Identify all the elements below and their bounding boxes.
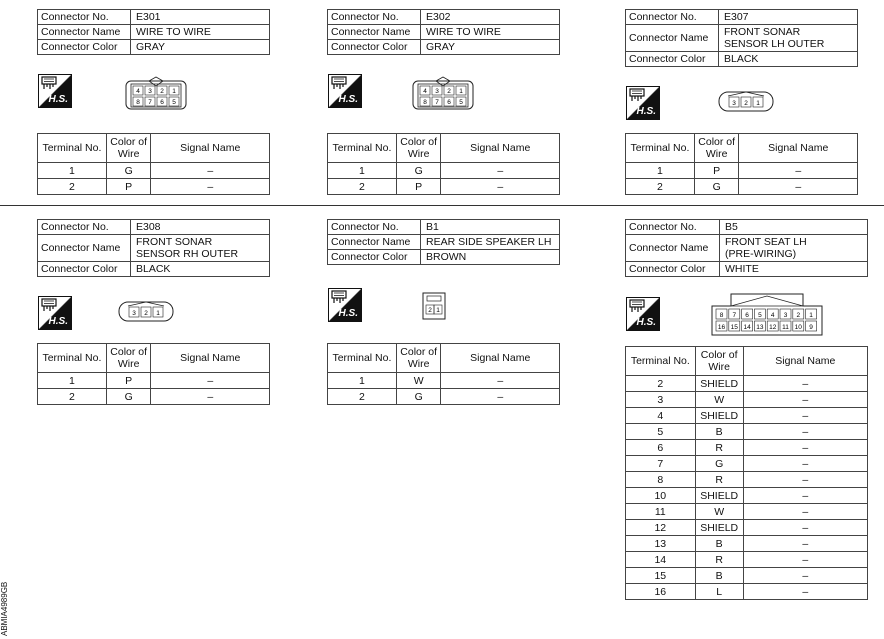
terminal-table-header bbox=[38, 344, 270, 373]
terminal-number: 1 bbox=[328, 373, 397, 389]
connector-color-row bbox=[328, 40, 560, 55]
pin-label: 7 bbox=[435, 99, 439, 106]
connector-face-diagram bbox=[118, 300, 174, 327]
pin-label: 2 bbox=[160, 88, 164, 95]
pin-label: 2 bbox=[447, 88, 451, 95]
table-row bbox=[626, 536, 868, 552]
connector-number-value: B5 bbox=[720, 220, 868, 235]
wire-color: R bbox=[695, 552, 743, 568]
wire-color: SHIELD bbox=[695, 520, 743, 536]
connector-glyph-icon bbox=[331, 76, 347, 90]
connector-number-value: E307 bbox=[719, 10, 858, 25]
connector-color-label: Connector Color bbox=[626, 262, 720, 277]
connector-info-table bbox=[327, 9, 560, 55]
table-row bbox=[626, 376, 868, 392]
terminal-number: 12 bbox=[626, 520, 696, 536]
wire-color: W bbox=[695, 392, 743, 408]
connector-name-label: Connector Name bbox=[328, 25, 421, 40]
harness-side-icon bbox=[38, 296, 72, 330]
table-row bbox=[328, 389, 560, 405]
color-of-wire-header: Color of Wire bbox=[396, 134, 441, 163]
pin-label: 2 bbox=[428, 307, 432, 314]
signal-name: – bbox=[739, 163, 858, 179]
connector-name-value: REAR SIDE SPEAKER LH bbox=[421, 235, 560, 250]
terminal-number: 1 bbox=[38, 373, 107, 389]
harness-side-icon bbox=[626, 297, 660, 331]
wire-color: G bbox=[106, 389, 151, 405]
connector-color-label: Connector Color bbox=[38, 40, 131, 55]
connector-glyph-icon bbox=[41, 298, 57, 312]
connector-number-row bbox=[38, 220, 270, 235]
table-row bbox=[626, 520, 868, 536]
signal-name: – bbox=[441, 373, 560, 389]
signal-name: – bbox=[743, 376, 867, 392]
signal-name: – bbox=[743, 408, 867, 424]
terminal-number: 14 bbox=[626, 552, 696, 568]
table-row bbox=[328, 373, 560, 389]
signal-name: – bbox=[151, 163, 270, 179]
table-row bbox=[38, 373, 270, 389]
connector-name-row bbox=[626, 235, 868, 262]
pin-label: 12 bbox=[769, 324, 777, 331]
connector-info-table bbox=[625, 219, 868, 277]
connector-number-row bbox=[328, 10, 560, 25]
pin-label: 1 bbox=[756, 100, 760, 107]
wire-color: SHIELD bbox=[695, 376, 743, 392]
terminal-table bbox=[327, 133, 560, 195]
table-row bbox=[626, 424, 868, 440]
connector-info-table bbox=[37, 9, 270, 55]
wire-color: P bbox=[106, 179, 151, 195]
connector-color-value: GRAY bbox=[421, 40, 560, 55]
pin-label: 1 bbox=[809, 312, 813, 319]
pin-label: 6 bbox=[745, 312, 749, 319]
table-row bbox=[626, 472, 868, 488]
connector-color-row bbox=[38, 262, 270, 277]
connector-face-diagram bbox=[125, 76, 187, 115]
pin-label: 7 bbox=[148, 99, 152, 106]
hs-label: H.S. bbox=[636, 106, 656, 117]
terminal-number: 4 bbox=[626, 408, 696, 424]
signal-name: – bbox=[743, 568, 867, 584]
pin-label: 4 bbox=[423, 88, 427, 95]
terminal-no-header: Terminal No. bbox=[626, 134, 695, 163]
terminal-number: 2 bbox=[38, 389, 107, 405]
connector-number-label: Connector No. bbox=[38, 10, 131, 25]
pin-label: 3 bbox=[132, 310, 136, 317]
signal-name: – bbox=[151, 179, 270, 195]
table-row bbox=[626, 440, 868, 456]
pin-label: 16 bbox=[717, 324, 726, 331]
terminal-table-header bbox=[626, 347, 868, 376]
terminal-table bbox=[37, 133, 270, 195]
signal-name: – bbox=[743, 392, 867, 408]
hs-label: H.S. bbox=[636, 317, 656, 328]
terminal-number: 8 bbox=[626, 472, 696, 488]
pin-label: 1 bbox=[459, 88, 463, 95]
terminal-table-header bbox=[626, 134, 858, 163]
connector-color-value: GRAY bbox=[131, 40, 270, 55]
connector-info-table bbox=[37, 219, 270, 277]
terminal-number: 15 bbox=[626, 568, 696, 584]
signal-name-header: Signal Name bbox=[151, 344, 270, 373]
table-row bbox=[38, 389, 270, 405]
connector-number-label: Connector No. bbox=[626, 220, 720, 235]
color-of-wire-header: Color of Wire bbox=[106, 134, 151, 163]
table-row bbox=[626, 584, 868, 600]
signal-name: – bbox=[441, 179, 560, 195]
connector-name-row bbox=[38, 25, 270, 40]
terminal-number: 2 bbox=[38, 179, 107, 195]
color-of-wire-header: Color of Wire bbox=[695, 347, 743, 376]
connector-color-row bbox=[626, 52, 858, 67]
table-row bbox=[38, 179, 270, 195]
connector-number-value: E302 bbox=[421, 10, 560, 25]
terminal-table bbox=[327, 343, 560, 405]
terminal-no-header: Terminal No. bbox=[38, 344, 107, 373]
pin-label: 10 bbox=[794, 324, 802, 331]
connector-glyph-icon bbox=[629, 88, 645, 102]
pin-label: 15 bbox=[730, 324, 738, 331]
pin-label: 2 bbox=[744, 100, 748, 107]
pin-label: 11 bbox=[782, 324, 789, 331]
table-row bbox=[626, 456, 868, 472]
color-of-wire-header: Color of Wire bbox=[694, 134, 739, 163]
terminal-table-header bbox=[328, 344, 560, 373]
pin-label: 3 bbox=[435, 88, 439, 95]
terminal-number: 2 bbox=[328, 389, 397, 405]
signal-name: – bbox=[743, 472, 867, 488]
wire-color: G bbox=[396, 389, 441, 405]
pin-label: 7 bbox=[732, 312, 737, 319]
hs-label: H.S. bbox=[48, 316, 68, 327]
pin-label: 9 bbox=[809, 324, 813, 331]
terminal-no-header: Terminal No. bbox=[626, 347, 696, 376]
connector-info-table bbox=[625, 9, 858, 67]
connector-name-value: FRONT SONAR SENSOR RH OUTER bbox=[131, 235, 270, 262]
signal-name: – bbox=[743, 584, 867, 600]
connector-name-label: Connector Name bbox=[38, 235, 131, 262]
table-row bbox=[626, 163, 858, 179]
pin-label: 14 bbox=[743, 324, 751, 331]
terminal-number: 7 bbox=[626, 456, 696, 472]
terminal-number: 6 bbox=[626, 440, 696, 456]
pin-label: 5 bbox=[172, 99, 176, 106]
signal-name: – bbox=[743, 424, 867, 440]
harness-side-icon bbox=[626, 86, 660, 120]
pin-label: 3 bbox=[783, 312, 788, 319]
connector-color-label: Connector Color bbox=[328, 40, 421, 55]
wire-color: G bbox=[396, 163, 441, 179]
pin-label: 1 bbox=[156, 310, 160, 317]
pin-label: 2 bbox=[796, 312, 801, 319]
connector-face-diagram bbox=[718, 90, 774, 117]
connector-name-label: Connector Name bbox=[328, 235, 421, 250]
wire-color: G bbox=[694, 179, 739, 195]
connector-name-row bbox=[626, 25, 858, 52]
terminal-table-header bbox=[38, 134, 270, 163]
signal-name: – bbox=[739, 179, 858, 195]
pin-label: 4 bbox=[136, 88, 140, 95]
figure-code: ABMIA4989GB bbox=[0, 581, 9, 636]
color-of-wire-header: Color of Wire bbox=[106, 344, 151, 373]
connector-number-label: Connector No. bbox=[38, 220, 131, 235]
harness-side-icon bbox=[328, 288, 362, 322]
wire-color: B bbox=[695, 536, 743, 552]
table-row bbox=[328, 179, 560, 195]
wire-color: B bbox=[695, 568, 743, 584]
hs-label: H.S. bbox=[338, 308, 358, 319]
terminal-number: 2 bbox=[626, 179, 695, 195]
connector-face-diagram bbox=[412, 76, 474, 115]
pin-label: 2 bbox=[144, 310, 148, 317]
connector-color-row bbox=[38, 40, 270, 55]
connector-number-value: E308 bbox=[131, 220, 270, 235]
pin-label: 8 bbox=[136, 99, 140, 106]
connector-color-value: BLACK bbox=[131, 262, 270, 277]
hs-label: H.S. bbox=[48, 94, 68, 105]
connector-name-row bbox=[328, 235, 560, 250]
wire-color: W bbox=[695, 504, 743, 520]
connector-face-diagram bbox=[711, 292, 823, 341]
terminal-no-header: Terminal No. bbox=[328, 134, 397, 163]
signal-name: – bbox=[441, 389, 560, 405]
connector-color-row bbox=[626, 262, 868, 277]
connector-glyph-icon bbox=[331, 290, 347, 304]
connector-number-label: Connector No. bbox=[626, 10, 719, 25]
wire-color: SHIELD bbox=[695, 408, 743, 424]
table-row bbox=[328, 163, 560, 179]
connector-number-row bbox=[38, 10, 270, 25]
terminal-number: 2 bbox=[626, 376, 696, 392]
color-of-wire-header: Color of Wire bbox=[396, 344, 441, 373]
connector-color-row bbox=[328, 250, 560, 265]
signal-name: – bbox=[743, 488, 867, 504]
terminal-table-header bbox=[328, 134, 560, 163]
signal-name: – bbox=[441, 163, 560, 179]
wire-color: SHIELD bbox=[695, 488, 743, 504]
pin-label: 6 bbox=[160, 99, 164, 106]
terminal-no-header: Terminal No. bbox=[38, 134, 107, 163]
connector-face-diagram bbox=[422, 292, 446, 325]
pin-label: 8 bbox=[719, 312, 724, 319]
signal-name: – bbox=[743, 552, 867, 568]
terminal-number: 1 bbox=[626, 163, 695, 179]
pin-label: 13 bbox=[756, 324, 764, 331]
wire-color: R bbox=[695, 440, 743, 456]
connector-name-row bbox=[38, 235, 270, 262]
connector-name-value: FRONT SONAR SENSOR LH OUTER bbox=[719, 25, 858, 52]
table-row bbox=[626, 552, 868, 568]
signal-name: – bbox=[151, 373, 270, 389]
harness-side-icon bbox=[328, 74, 362, 108]
terminal-number: 3 bbox=[626, 392, 696, 408]
terminal-table bbox=[625, 346, 868, 600]
terminal-table bbox=[625, 133, 858, 195]
signal-name-header: Signal Name bbox=[743, 347, 867, 376]
terminal-number: 11 bbox=[626, 504, 696, 520]
connector-name-row bbox=[328, 25, 560, 40]
wire-color: G bbox=[106, 163, 151, 179]
terminal-no-header: Terminal No. bbox=[328, 344, 397, 373]
table-row bbox=[626, 392, 868, 408]
connector-number-row bbox=[328, 220, 560, 235]
pin-label: 6 bbox=[447, 99, 451, 106]
wire-color: P bbox=[396, 179, 441, 195]
table-row bbox=[38, 163, 270, 179]
hs-label: H.S. bbox=[338, 94, 358, 105]
connector-name-label: Connector Name bbox=[626, 235, 720, 262]
connector-color-label: Connector Color bbox=[626, 52, 719, 67]
terminal-number: 2 bbox=[328, 179, 397, 195]
pin-label: 5 bbox=[459, 99, 463, 106]
connector-name-value: WIRE TO WIRE bbox=[131, 25, 270, 40]
signal-name: – bbox=[743, 440, 867, 456]
signal-name-header: Signal Name bbox=[739, 134, 858, 163]
connector-name-value: WIRE TO WIRE bbox=[421, 25, 560, 40]
connector-number-label: Connector No. bbox=[328, 10, 421, 25]
pin-label: 1 bbox=[172, 88, 176, 95]
connector-color-label: Connector Color bbox=[38, 262, 131, 277]
terminal-number: 10 bbox=[626, 488, 696, 504]
terminal-number: 13 bbox=[626, 536, 696, 552]
table-row bbox=[626, 488, 868, 504]
table-row bbox=[626, 179, 858, 195]
wire-color: P bbox=[106, 373, 151, 389]
wire-color: B bbox=[695, 424, 743, 440]
signal-name: – bbox=[743, 536, 867, 552]
signal-name: – bbox=[151, 389, 270, 405]
pin-label: 1 bbox=[436, 307, 440, 314]
signal-name: – bbox=[743, 504, 867, 520]
connector-color-value: BLACK bbox=[719, 52, 858, 67]
table-row bbox=[626, 408, 868, 424]
terminal-number: 5 bbox=[626, 424, 696, 440]
terminal-number: 16 bbox=[626, 584, 696, 600]
connector-number-label: Connector No. bbox=[328, 220, 421, 235]
pin-label: 8 bbox=[423, 99, 427, 106]
terminal-number: 1 bbox=[38, 163, 107, 179]
wire-color: W bbox=[396, 373, 441, 389]
table-row bbox=[626, 504, 868, 520]
wire-color: L bbox=[695, 584, 743, 600]
connector-number-value: E301 bbox=[131, 10, 270, 25]
connector-glyph-icon bbox=[41, 76, 57, 90]
connector-name-value: FRONT SEAT LH (PRE-WIRING) bbox=[720, 235, 868, 262]
connector-color-value: BROWN bbox=[421, 250, 560, 265]
connector-name-label: Connector Name bbox=[626, 25, 719, 52]
connector-name-label: Connector Name bbox=[38, 25, 131, 40]
signal-name: – bbox=[743, 456, 867, 472]
pin-label: 4 bbox=[770, 312, 775, 319]
signal-name-header: Signal Name bbox=[441, 134, 560, 163]
connector-color-value: WHITE bbox=[720, 262, 868, 277]
wire-color: R bbox=[695, 472, 743, 488]
signal-name: – bbox=[743, 520, 867, 536]
section-divider bbox=[0, 205, 884, 206]
table-row bbox=[626, 568, 868, 584]
pin-label: 3 bbox=[732, 100, 736, 107]
connector-info-table bbox=[327, 219, 560, 265]
signal-name-header: Signal Name bbox=[441, 344, 560, 373]
connector-number-row bbox=[626, 10, 858, 25]
pin-label: 5 bbox=[758, 312, 762, 319]
signal-name-header: Signal Name bbox=[151, 134, 270, 163]
pin-label: 3 bbox=[148, 88, 152, 95]
connector-number-value: B1 bbox=[421, 220, 560, 235]
wire-color: P bbox=[694, 163, 739, 179]
terminal-table bbox=[37, 343, 270, 405]
wire-color: G bbox=[695, 456, 743, 472]
connector-number-row bbox=[626, 220, 868, 235]
terminal-number: 1 bbox=[328, 163, 397, 179]
connector-glyph-icon bbox=[629, 299, 645, 313]
harness-side-icon bbox=[38, 74, 72, 108]
connector-color-label: Connector Color bbox=[328, 250, 421, 265]
